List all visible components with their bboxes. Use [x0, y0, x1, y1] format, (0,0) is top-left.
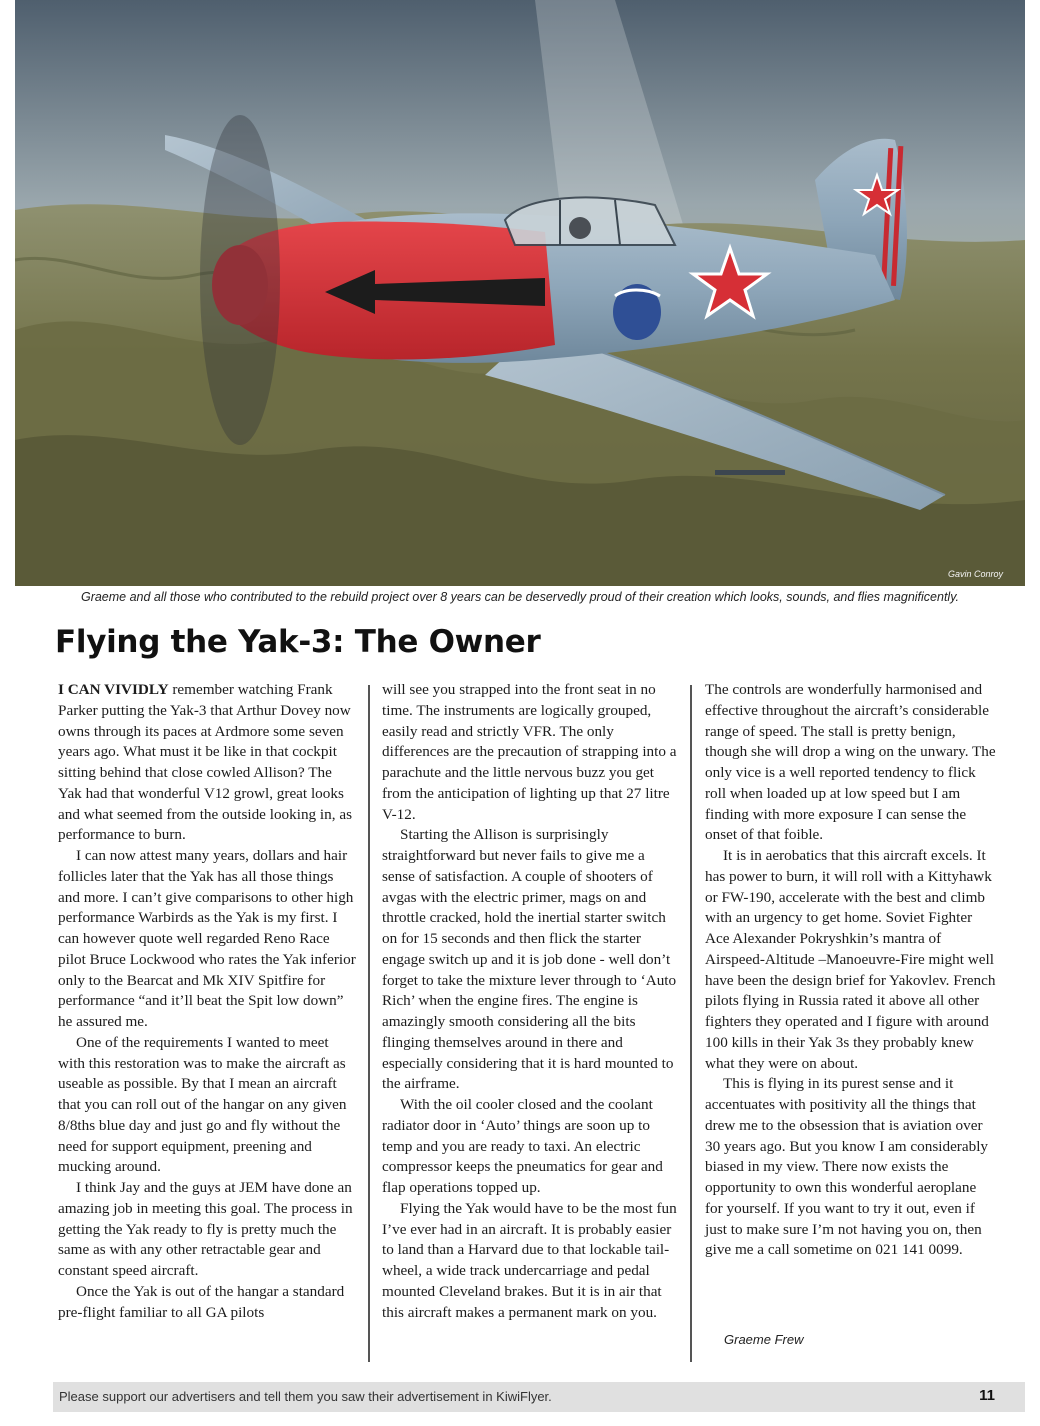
footer-text: Please support our advertisers and tell them you saw their advertisement in KiwiFlyer. — [59, 1389, 552, 1404]
author-signature: Graeme Frew — [724, 1332, 804, 1347]
article-paragraph: It is in aerobatics that this aircraft excels. It has power to burn, it will roll with a Kittyhawk or FW-190, accelerate with the best and climb with an urgency to get home. Soviet Fighter Ace Alexander Pokryshkin’s mantra of Airspeed-Altitude –Manoeuvre-Fire might well have been the design brief for Yakovlev. French pilots flying in Russia rated it above all other fighters they operated and I figure with around 100 kills in their Yak 3s they probably knew what they were on about. — [705, 847, 996, 1072]
photo-caption: Graeme and all those who contributed to the rebuild project over 8 years can be deservedly proud of their creation which looks, sounds, and flies magnificently. — [80, 590, 960, 604]
lead-caps: I CAN VIVIDLY — [58, 681, 169, 698]
page-footer — [53, 1382, 1025, 1412]
article-paragraph: Once the Yak is out of the hangar a standard pre-flight familiar to all GA pilots — [58, 1282, 345, 1321]
article-paragraph: With the oil cooler closed and the coolant radiator door in ‘Auto’ things are soon up to temp and you are ready to taxi. An electric compressor keeps the pneumatics for gear and flap operations topped up. — [382, 1096, 663, 1196]
article-paragraph: This is flying in its purest sense and it accentuates with positivity all the things that drew me to the obsession that is aviation over 30 years ago. But you know I am considerably biased in my view. There now exists the opportunity to own this wonderful aeroplane for yourself. If you want to try it out, even if just to make sure I’m not having you on, then give me a call sometime on 021 141 0099. — [705, 1075, 989, 1259]
article-headline: Flying the Yak-3: The Owner — [55, 624, 541, 660]
article-paragraph: I can now attest many years, dollars and hair follicles later that the Yak has all those things and more. I can’t give comparisons to other high performance Warbirds as the Yak is my first. I can however quote well regarded Reno Race pilot Bruce Lockwood who rates the Yak inferior only to the Bearcat and Mk XIV Spitfire for performance “and it’ll beat the Spit low down” he assured me. — [58, 847, 356, 1030]
column-divider — [368, 685, 370, 1362]
article-paragraph: will see you strapped into the front seat in no time. The instruments are logically grouped, easily read and strictly VFR. The only differences are the precaution of strapping into a parachute and the little nervous buzz you get from the anticipation of lighting up that 27 litre V-12. — [382, 681, 677, 823]
article-column-1 — [58, 680, 356, 1323]
column-divider — [690, 685, 692, 1362]
article-column-3 — [705, 680, 997, 1261]
article-column-2 — [382, 680, 680, 1323]
article-paragraph: One of the requirements I wanted to meet with this restoration was to make the aircraft as useable as possible. By that I mean an aircraft that you can roll out of the hangar on any given 8/8ths blue day and just go and fly without the need for support equipment, preening and mucking around. — [58, 1033, 347, 1176]
photo-credit: Gavin Conroy — [947, 569, 1003, 579]
article-paragraph: I think Jay and the guys at JEM have done an amazing job in meeting this goal. The process in getting the Yak ready to fly is pretty much the same as with any other retractable gear and constant speed aircraft. — [58, 1179, 353, 1279]
page-number: 11 — [979, 1387, 995, 1404]
aircraft-photo — [15, 0, 1025, 586]
article-paragraph: Starting the Allison is surprisingly straightforward but never fails to give me a sense of satisfaction. A couple of shooters of avgas with the electric primer, mags on and throttle cracked, hold the inertial starter switch on for 15 seconds and then flick the starter engage switch up and it is job done - well don’t forget to take the mixture lever through to ‘Auto Rich’ when the engine fires. The engine is amazingly smooth considering all the bits flinging themselves around in there and especially considering that it is hard mounted to the airframe. — [382, 826, 677, 1093]
article-paragraph: I CAN VIVIDLY remember watching Frank Parker putting the Yak-3 that Arthur Dovey now owns through its paces at Ardmore some seven years ago. What must it be like in that cockpit sitting behind that close cowled Allison? The Yak had that wonderful V12 growl, great looks and what seemed from the outside looking in, as performance to burn. — [58, 681, 352, 844]
article-paragraph: Flying the Yak would have to be the most fun I’ve ever had in an aircraft. It is probably easier to land than a Harvard due to that lockable tail-wheel, a wide track undercarriage and pedal mounted Cleveland brakes. But it is in air that this aircraft makes a permanent mark on you. — [382, 1199, 677, 1321]
article-paragraph: The controls are wonderfully harmonised and effective throughout the aircraft’s considerable range of speed. The stall is pretty benign, though she will drop a wing on the unwary. The only vice is a well reported tendency to flick roll when loaded up at low speed but I am finding with more exposure I can sense the onset of that foible. — [705, 681, 996, 844]
yak3-illustration — [15, 0, 1025, 586]
